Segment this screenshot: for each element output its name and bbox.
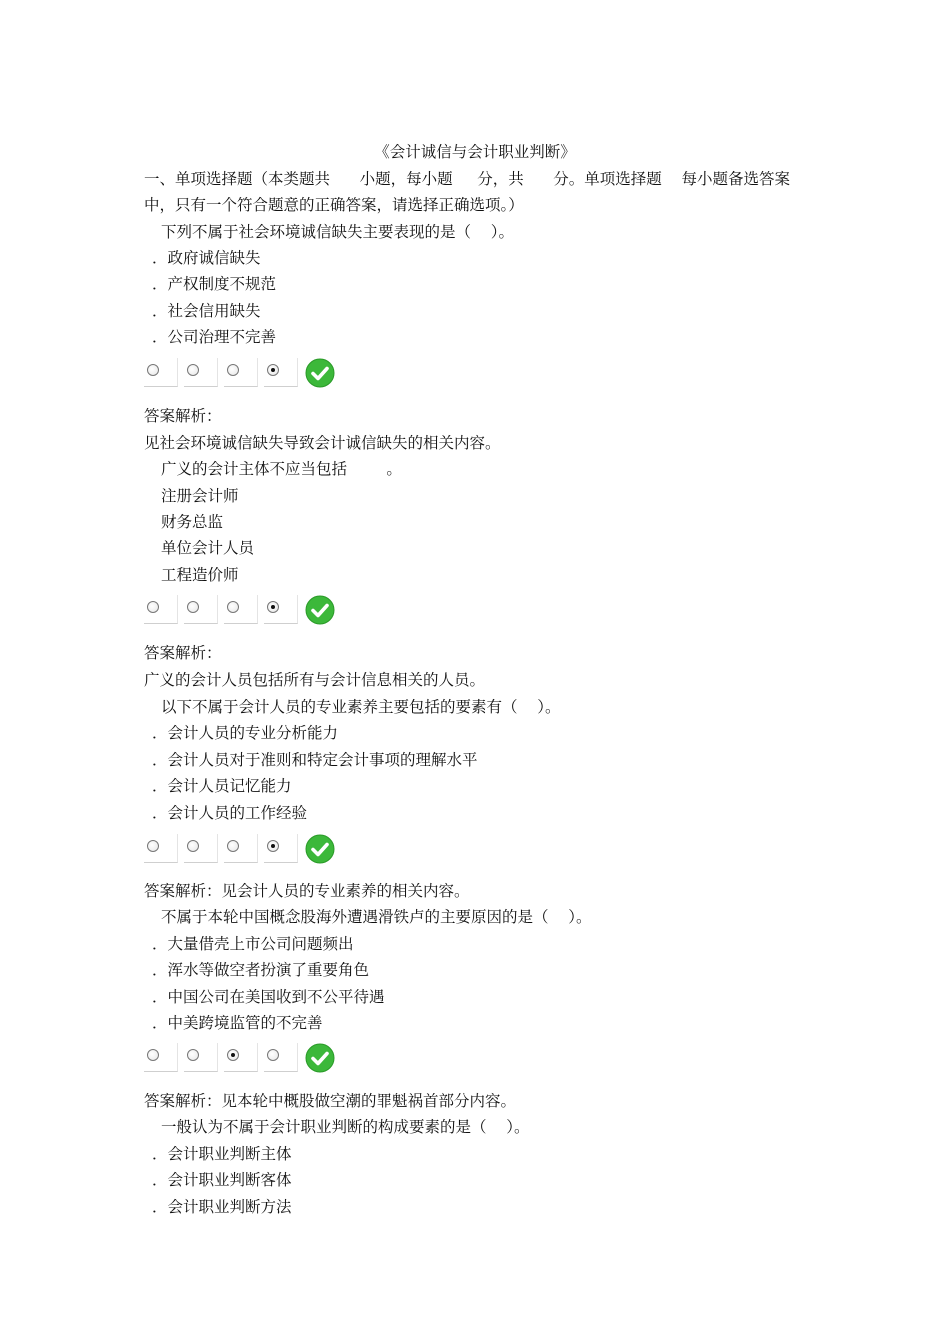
radio-icon bbox=[187, 1049, 199, 1061]
question-3-option-c: ．会计人员记忆能力 bbox=[152, 777, 292, 795]
radio-icon bbox=[267, 601, 279, 613]
check-circle-icon bbox=[305, 358, 335, 388]
radio-icon bbox=[227, 364, 239, 376]
question-1-option-b: ．产权制度不规范 bbox=[152, 275, 277, 293]
document-title: 《会计诚信与会计职业判断》 bbox=[374, 143, 576, 161]
radio-option-a[interactable] bbox=[144, 1043, 178, 1072]
question-2-analysis-label: 答案解析： bbox=[144, 644, 222, 662]
question-1-stem: 下列不属于社会环境诚信缺失主要表现的是（ ）。 bbox=[161, 223, 514, 241]
radio-option-a[interactable] bbox=[144, 834, 178, 863]
radio-option-c[interactable] bbox=[224, 1043, 258, 1072]
question-2-answer-row bbox=[144, 595, 344, 627]
question-1-analysis-text: 见社会环境诚信缺失导致会计诚信缺失的相关内容。 bbox=[144, 434, 501, 452]
question-2-option-c: 单位会计人员 bbox=[161, 539, 255, 557]
radio-option-b[interactable] bbox=[184, 358, 218, 387]
question-4-answer-row bbox=[144, 1043, 344, 1075]
question-4-stem: 不属于本轮中国概念股海外遭遇滑铁卢的主要原因的是（ ）。 bbox=[161, 908, 592, 926]
question-3-analysis: 答案解析：见会计人员的专业素养的相关内容。 bbox=[144, 882, 470, 900]
radio-option-b[interactable] bbox=[184, 1043, 218, 1072]
radio-icon bbox=[267, 1049, 279, 1061]
question-2-option-d: 工程造价师 bbox=[161, 566, 239, 584]
check-circle-icon bbox=[305, 834, 335, 864]
radio-option-c[interactable] bbox=[224, 595, 258, 624]
radio-option-d[interactable] bbox=[264, 1043, 298, 1072]
check-circle-icon bbox=[305, 595, 335, 625]
radio-icon bbox=[227, 840, 239, 852]
question-1-option-c: ．社会信用缺失 bbox=[152, 302, 261, 320]
radio-icon bbox=[187, 840, 199, 852]
question-3-stem: 以下不属于会计人员的专业素养主要包括的要素有（ ）。 bbox=[161, 698, 561, 716]
radio-option-c[interactable] bbox=[224, 358, 258, 387]
radio-option-b[interactable] bbox=[184, 834, 218, 863]
question-1-option-d: ．公司治理不完善 bbox=[152, 328, 277, 346]
question-3-option-d: ．会计人员的工作经验 bbox=[152, 804, 308, 822]
section-instructions-line-2: 中，只有一个符合题意的正确答案，请选择正确选项。） bbox=[144, 196, 524, 214]
question-4-analysis: 答案解析：见本轮中概股做空潮的罪魁祸首部分内容。 bbox=[144, 1092, 517, 1110]
question-4-option-c: ．中国公司在美国收到不公平待遇 bbox=[152, 988, 385, 1006]
question-1-option-a: ．政府诚信缺失 bbox=[152, 249, 261, 267]
radio-icon bbox=[147, 601, 159, 613]
radio-option-d[interactable] bbox=[264, 834, 298, 863]
radio-icon bbox=[267, 364, 279, 376]
question-4-option-b: ．浑水等做空者扮演了重要角色 bbox=[152, 961, 370, 979]
section-instructions-line-1: 一、单项选择题（本类题共 小题，每小题 分，共 分。单项选择题 每小题备选答案 bbox=[144, 170, 790, 188]
question-4-option-a: ．大量借壳上市公司问题频出 bbox=[152, 935, 354, 953]
radio-icon bbox=[227, 601, 239, 613]
question-4-option-d: ．中美跨境监管的不完善 bbox=[152, 1014, 323, 1032]
question-3-answer-row bbox=[144, 834, 344, 866]
question-5-option-b: ．会计职业判断客体 bbox=[152, 1171, 292, 1189]
radio-icon bbox=[147, 364, 159, 376]
question-2-option-b: 财务总监 bbox=[161, 513, 224, 531]
question-5-option-a: ．会计职业判断主体 bbox=[152, 1145, 292, 1163]
radio-icon bbox=[187, 601, 199, 613]
radio-option-d[interactable] bbox=[264, 358, 298, 387]
radio-option-a[interactable] bbox=[144, 595, 178, 624]
question-1-answer-row bbox=[144, 358, 344, 390]
question-3-option-a: ．会计人员的专业分析能力 bbox=[152, 724, 339, 742]
check-circle-icon bbox=[305, 1043, 335, 1073]
question-1-analysis-label: 答案解析： bbox=[144, 407, 222, 425]
radio-icon bbox=[267, 840, 279, 852]
radio-icon bbox=[147, 1049, 159, 1061]
radio-option-b[interactable] bbox=[184, 595, 218, 624]
question-2-option-a: 注册会计师 bbox=[161, 487, 239, 505]
question-3-option-b: ．会计人员对于准则和特定会计事项的理解水平 bbox=[152, 751, 478, 769]
radio-icon bbox=[227, 1049, 239, 1061]
radio-option-c[interactable] bbox=[224, 834, 258, 863]
radio-option-d[interactable] bbox=[264, 595, 298, 624]
question-2-analysis-text: 广义的会计人员包括所有与会计信息相关的人员。 bbox=[144, 671, 486, 689]
question-5-stem: 一般认为不属于会计职业判断的构成要素的是（ ）。 bbox=[161, 1118, 530, 1136]
question-5-option-c: ．会计职业判断方法 bbox=[152, 1198, 292, 1216]
radio-icon bbox=[147, 840, 159, 852]
question-2-stem: 广义的会计主体不应当包括 。 bbox=[161, 460, 402, 478]
radio-option-a[interactable] bbox=[144, 358, 178, 387]
radio-icon bbox=[187, 364, 199, 376]
